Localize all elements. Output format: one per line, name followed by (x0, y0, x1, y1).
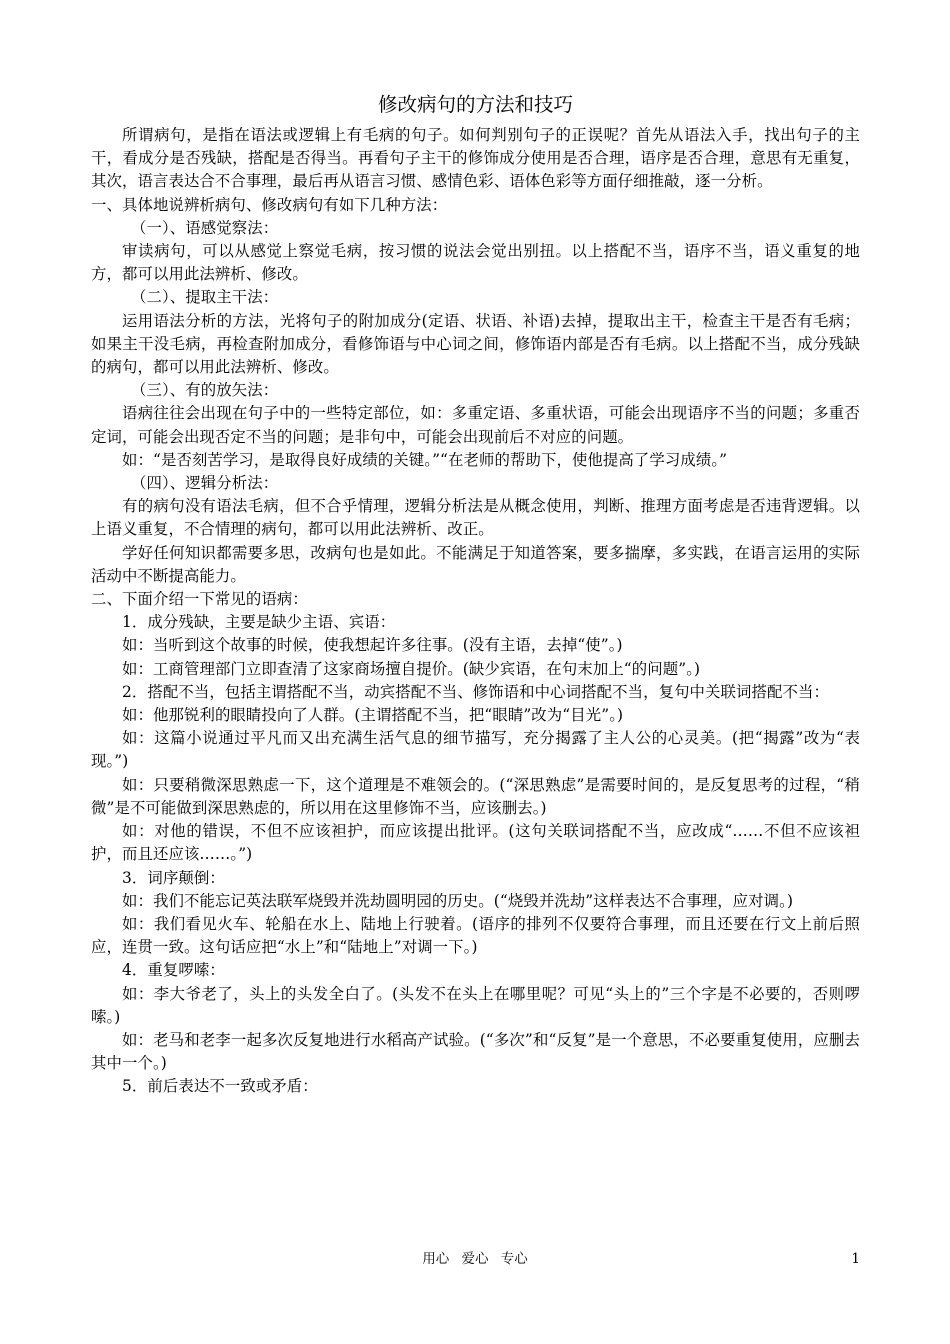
paragraph-list (91, 124, 860, 1099)
paragraph: 学好任何知识都需要多思，改病句也是如此。不能满足于知道答案，要多揣摩，多实践，在语言运用的实际活动中不断提高能力。 (91, 543, 860, 585)
paragraph: （二）、提取主干法： (131, 288, 279, 307)
page-footer (0, 1248, 950, 1270)
paragraph: 如：工商管理部门立即查清了这家商场擅自提价。(缺少宾语，在句末加上“的问题”。) (122, 659, 701, 678)
paragraph: 运用语法分析的方法，光将句子的附加成分(定语、状语、补语)去掉，提取出主干，检查主干是否有毛病；如果主干没毛病，再检查附加成分，看修饰语与中心词之间，修饰语内部是否有毛病。以上搭配不当，成分残缺的病句，都可以用此法辨析、修改。 (91, 311, 860, 377)
page-number: 1 (851, 1251, 860, 1267)
paragraph: 如：他那锐利的眼睛投向了人群。(主谓搭配不当，把“眼睛”改为“目光”。) (122, 706, 624, 725)
document-body (91, 90, 860, 1099)
paragraph: 如：李大爷老了，头上的头发全白了。(头发不在头上在哪里呢？可见“头上的”三个字是不必要的，否则啰嗦。) (91, 984, 860, 1026)
paragraph: 如：只要稍微深思熟虑一下，这个道理是不难领会的。(“深思熟虑”是需要时间的，是反复思考的过程，“稍微”是不可能做到深思熟虑的，所以用在这里修饰不当，应该删去。) (91, 775, 860, 817)
paragraph: 1．成分残缺，主要是缺少主语、宾语： (122, 613, 396, 632)
paragraph: 2．搭配不当，包括主谓搭配不当，动宾搭配不当、修饰语和中心词搭配不当，复句中关联词搭配不当： (122, 682, 829, 701)
document-title: 修改病句的方法和技巧 (377, 93, 573, 116)
paragraph: 二、下面介绍一下常见的语病： (91, 590, 308, 609)
paragraph: （三）、有的放矢法： (131, 381, 279, 400)
paragraph: 语病往往会出现在句子中的一些特定部位，如：多重定语、多重状语，可能会出现语序不当的问题；多重否定词，可能会出现否定不当的问题；是非句中，可能会出现前后不对应的问题。 (91, 404, 860, 446)
paragraph: 如：这篇小说通过平凡而又出充满生活气息的细节描写，充分揭露了主人公的心灵美。(把“揭露”改为“表现。”) (91, 729, 860, 771)
paragraph: 如：对他的错误，不但不应该袒护，而应该提出批评。(这句关联词搭配不当，应改成“……不但不应该袒护，而且还应该……。”) (91, 822, 860, 864)
paragraph: 一、具体地说辨析病句、修改病句有如下几种方法： (91, 195, 448, 214)
paragraph: 如：我们不能忘记英法联军烧毁并洗劫圆明园的历史。(“烧毁并洗劫”这样表达不合事理，应对调。) (122, 891, 794, 910)
paragraph: 审读病句，可以从感觉上察觉毛病，按习惯的说法会觉出别扭。以上搭配不当，语序不当，语义重复的地方，都可以用此法辨析、修改。 (91, 242, 860, 284)
paragraph: （四）、逻辑分析法： (131, 474, 279, 493)
paragraph: 如：我们看见火车、轮船在水上、陆地上行驶着。(语序的排列不仅要符合事理，而且还要在行文上前后照应，连贯一致。这句话应把“水上”和“陆地上”对调一下。) (91, 914, 860, 957)
paragraph: 5．前后表达不一致或矛盾： (122, 1077, 318, 1096)
paragraph: 如：老马和老李一起多次反复地进行水稻高产试验。(“多次”和“反复”是一个意思，不必要重复使用，应删去其中一个。) (91, 1030, 860, 1073)
paragraph: 所谓病句，是指在语法或逻辑上有毛病的句子。如何判别句子的正误呢？首先从语法入手，找出句子的主干，看成分是否残缺，搭配是否得当。再看句子主干的修饰成分使用是否合理，语序是否合理，意思有无重复，其次，语言表达合不合事理，最后再从语言习惯、感情色彩、语体色彩等方面仔细推敲，逐一分析。 (91, 126, 860, 191)
paragraph: 如：当听到这个故事的时候，使我想起许多往事。(没有主语，去掉“使”。) (122, 636, 623, 655)
paragraph: （一）、语感觉察法： (131, 218, 279, 237)
paragraph: 有的病句没有语法毛病，但不合乎情理，逻辑分析法是从概念使用，判断、推理方面考虑是否违背逻辑。以上语义重复，不合情理的病句，都可以用此法辨析、改正。 (91, 497, 860, 539)
paragraph: 3．词序颠倒： (122, 868, 225, 887)
paragraph: 如：“是否刻苦学习，是取得良好成绩的关键。”“在老师的帮助下，使他提高了学习成绩。” (122, 450, 728, 469)
footer-text: 用心 爱心 专心 (422, 1251, 528, 1267)
paragraph: 4．重复啰嗦： (122, 961, 225, 980)
